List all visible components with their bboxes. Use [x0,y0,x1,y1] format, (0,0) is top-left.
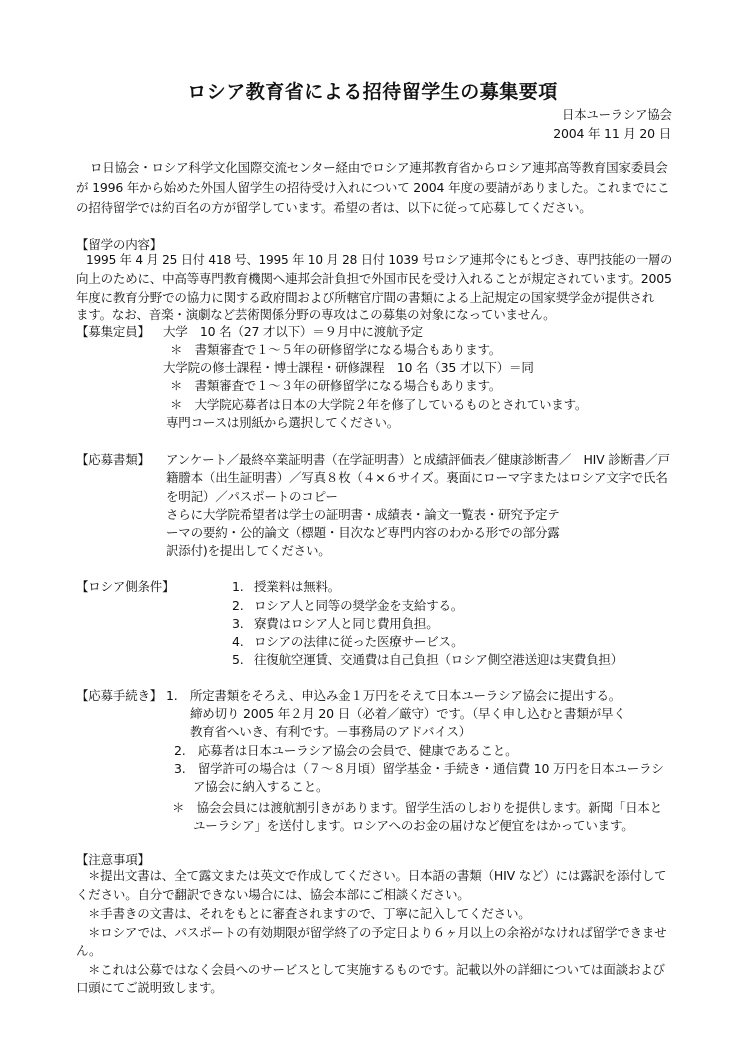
note-line: ＊これは公募ではなく会員へのサービスとして実施するものです。記載以外の詳細については面談および [88,962,665,977]
content-line: 年度に教育分野での協力に関する政府間および所轄官庁間の書類による上記規定の国家奨学金が提供され [76,290,655,305]
quota-line: 大学 10 名（27 才以下）＝９月中に渡航予定 [163,324,423,339]
condition-number: 5. [232,652,244,667]
note-line: ＊ロシアでは、パスポートの有効期限が留学終了の予定日より６ヶ月以上の余裕がなければ留学できませ [88,925,667,940]
content-line: 1995 年 4 月 25 日付 418 号、1995 年 10 月 28 日付 1039 号ロシア連邦令にもとづき、専門技能の一層の [86,252,673,267]
quota-line: 大学院の修士課程・博士課程・研修課程 10 名（35 才以下）＝同 [163,360,534,375]
section-heading: 【応募手続き】 [76,688,163,703]
condition-text: ロシア人と同等の奨学金を支給する。 [254,598,464,613]
organization-name: 日本ユーラシア協会 [562,107,673,122]
procedure-line: 締め切り 2005 年２月 20 日（必着／厳守）です。（早く申し込むと書類が早く [190,706,626,721]
section-heading: 【ロシア側条件】 [76,579,175,594]
section-heading: 【留学の内容】 [76,237,163,252]
intro-line: の招待留学では約百名の方が留学しています。希望の者は、以下に従って応募してください。 [76,200,592,215]
condition-number: 2. [232,598,244,613]
condition-text: 寮費はロシア人と同じ費用負担。 [254,616,439,631]
note-line: 口頭にてご説明致します。 [76,980,223,995]
procedure-line: 2. 応募者は日本ユーラシア協会の会員で、健康であること。 [174,743,518,758]
issue-date: 2004 年 11 月 20 日 [553,126,671,141]
documents-line: 籍謄本（出生証明書）／写真８枚（４×６サイズ。裏面にローマ字またはロシア文字で氏名 [166,470,668,485]
condition-number: 4. [232,634,244,649]
section-heading: 【応募書類】 [76,452,150,467]
condition-text: ロシアの法律に従った医療サービス。 [254,634,464,649]
note-line: ん。 [76,943,102,958]
section-heading: 【注意事項】 [76,852,150,867]
condition-number: 1. [232,579,244,594]
quota-line: ＊ 大学院応募者は日本の大学院２年を修了しているものとされています。 [170,397,588,412]
quota-line: ＊ 書類審査で１～３年の研修留学になる場合もあります。 [170,378,502,393]
note-line: ＊手書きの文書は、それをもとに審査されますので、丁寧に記入してください。 [88,906,531,921]
note-line: ＊提出文書は、全て露文または英文で作成してください。日本語の書類（HIV など）には露訳を添付して [88,868,667,883]
quota-line: ＊ 書類審査で１～５年の研修留学になる場合もあります。 [170,342,502,357]
documents-line: を明記）／パスポートのコピー [166,489,338,504]
condition-text: 授業料は無料。 [254,579,341,594]
procedure-line: 3. 留学許可の場合は（７～８月頃）留学基金・手続き・通信費 10 万円を日本ユーラシ [174,761,664,776]
procedure-line: 教育省へいき、有利です。－事務局のアドバイス） [190,724,472,739]
condition-number: 3. [232,616,244,631]
intro-line: ロ日協会・ロシア科学文化国際交流センター経由でロシア連邦教育省からロシア連邦高等教育国家委員会 [90,160,668,175]
section-heading: 【募集定員】 [76,324,150,339]
documents-line: さらに大学院希望者は学士の証明書・成績表・論文一覧表・研究予定テ [166,507,560,522]
procedure-line: ア協会に納入すること。 [193,779,329,794]
quota-line: 専門コースは別紙から選択してください。 [166,415,400,430]
condition-text: 往復航空運賃、交通費は自己負担（ロシア側空港送迎は実費負担） [254,652,624,667]
note-line: ください。自分で翻訳できない場合には、協会本部にご相談ください。 [76,887,470,902]
procedure-line: 1. 所定書類をそろえ、申込み金１万円をそえて日本ユーラシア協会に提出する。 [166,688,622,703]
page-title: ロシア教育省による招待留学生の募集要項 [187,81,558,103]
documents-line: ーマの要約・公的論文（標題・目次など専門内容のわかる形での部分露 [166,525,560,540]
documents-line: 訳添付)を提出してください。 [166,543,331,558]
documents-line: アンケート／最終卒業証明書（在学証明書）と成績評価表／健康診断書／ HIV 診断書／戸 [166,452,670,467]
procedure-line: ＊ 協会会員には渡航割引きがあります。留学生活のしおりを提供します。新聞「日本と [172,800,663,815]
procedure-line: ユーラシア」を送付します。ロシアへのお金の届けなど便宜をはかっています。 [193,818,634,833]
content-line: 向上のために、中高等専門教育機関へ連邦会計負担で外国市民を受け入れることが規定されています。2005 [76,271,672,286]
intro-line: が 1996 年から始めた外国人留学生の招待受け入れについて 2004 年度の要請がありました。これまでにこ [76,180,670,195]
content-line: ます。なお、音楽・演劇など芸術関係分野の専攻はこの募集の対象になっていません。 [76,307,556,322]
